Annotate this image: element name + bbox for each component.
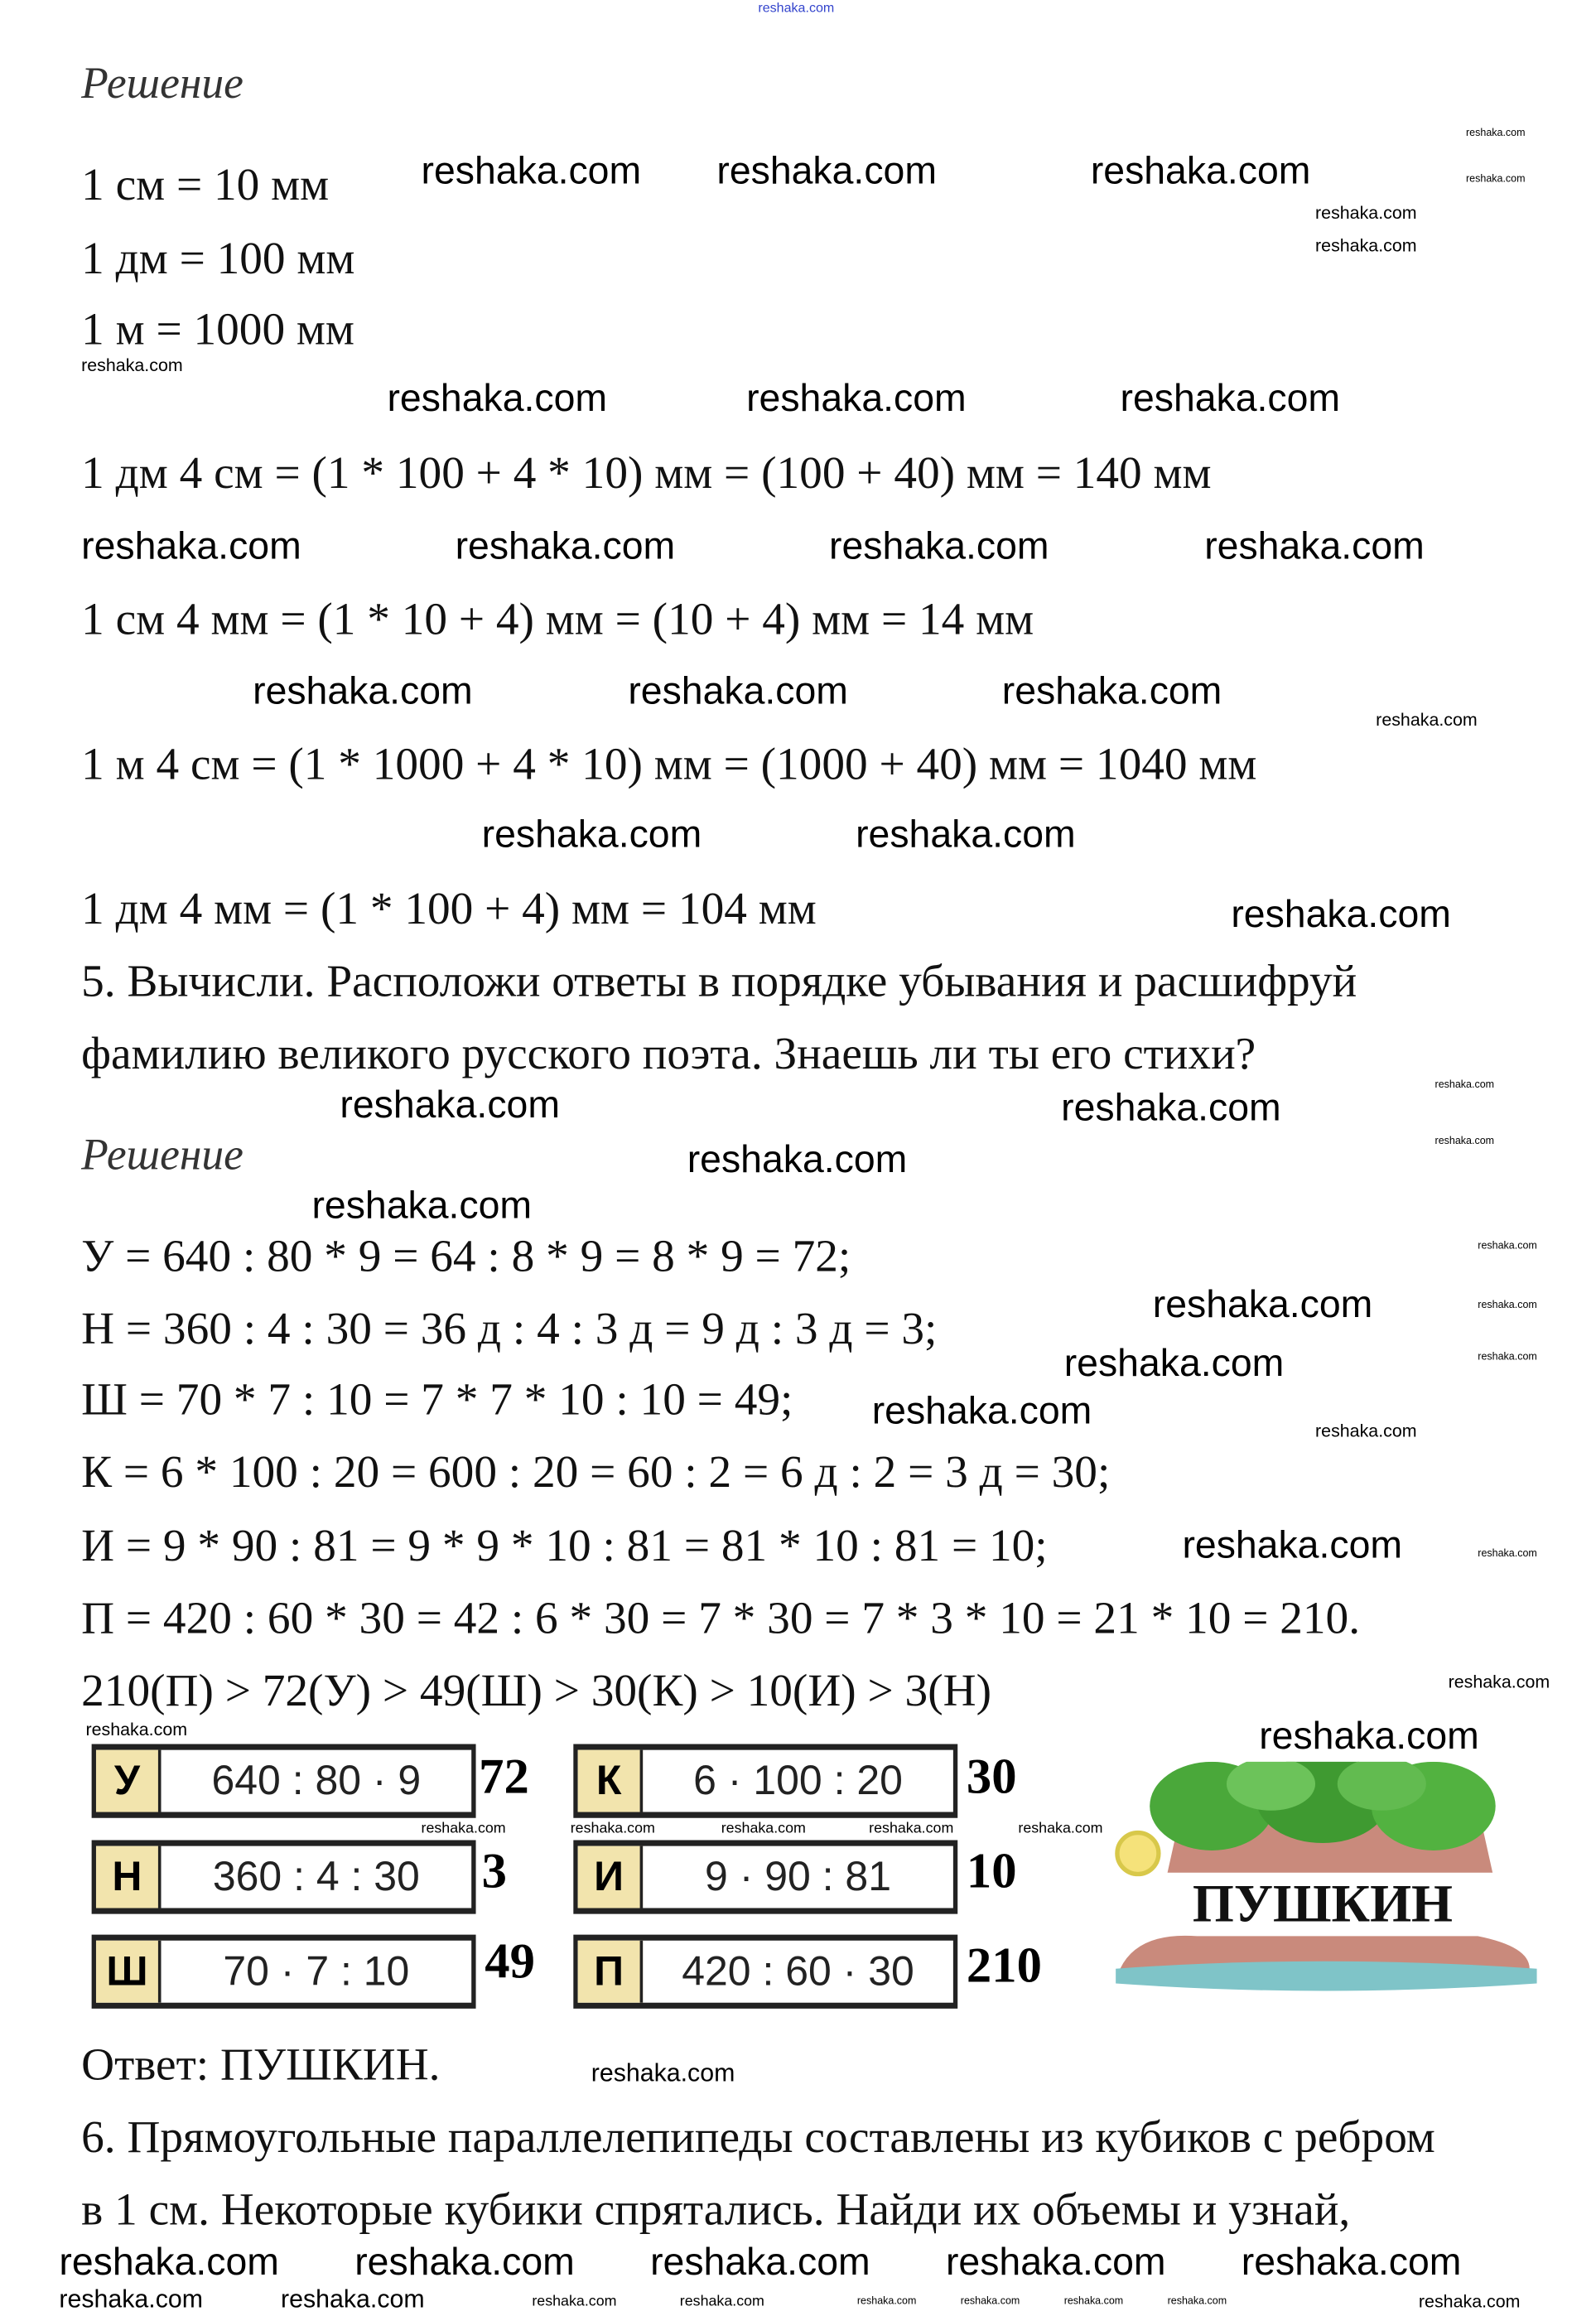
- watermark: reshaka.com: [481, 811, 702, 856]
- header-link[interactable]: reshaka.com: [758, 0, 835, 15]
- text-line: Н = 360 : 4 : 30 = 36 д : 4 : 3 д = 9 д : 3 д = 3;: [81, 1301, 938, 1354]
- card-answer: 30: [966, 1749, 1017, 1805]
- card-expression: 6 · 100 : 20: [693, 1757, 903, 1803]
- watermark: reshaka.com: [1241, 2239, 1462, 2284]
- watermark-small: reshaka.com: [679, 2294, 764, 2310]
- watermark: reshaka.com: [746, 375, 967, 420]
- watermark-tiny: reshaka.com: [1167, 2296, 1227, 2308]
- watermark-tiny: reshaka.com: [1063, 2296, 1124, 2308]
- watermark: reshaka.com: [311, 1182, 533, 1227]
- card-k: [573, 1744, 957, 1817]
- task5-line: фамилию великого русского поэта. Знаешь ли ты его стихи?: [81, 1027, 1256, 1079]
- watermark: reshaka.com: [59, 2239, 279, 2284]
- watermark-tiny: reshaka.com: [1478, 1352, 1537, 1363]
- answer-line: Ответ: ПУШКИН.: [81, 2038, 441, 2091]
- watermark-small: reshaka.com: [721, 1821, 806, 1837]
- order-line: 210(П) > 72(У) > 49(Ш) > 30(К) > 10(И) > 3(Н): [81, 1664, 992, 1716]
- picture-word: ПУШКИН: [1192, 1874, 1453, 1933]
- watermark: reshaka.com: [354, 2239, 575, 2284]
- text-line: Ш = 70 * 7 : 10 = 7 * 7 * 10 : 10 = 49;: [81, 1373, 793, 1426]
- text-line: И = 9 * 90 : 81 = 9 * 9 * 10 : 81 = 81 * 10 : 81 = 10;: [81, 1519, 1048, 1571]
- task6-line: 6. Прямоугольные параллелепипеды составлены из кубиков с ребром: [81, 2110, 1435, 2163]
- watermark-tiny: reshaka.com: [1478, 1241, 1537, 1252]
- watermark: reshaka.com: [455, 523, 676, 568]
- card-answer: 210: [966, 1939, 1042, 1995]
- watermark-tiny: reshaka.com: [1434, 1136, 1495, 1147]
- watermark: reshaka.com: [1090, 147, 1311, 192]
- task5-line: 5. Вычисли. Расположи ответы в порядке убывания и расшифруй: [81, 954, 1357, 1007]
- watermark-small: reshaka.com: [532, 2294, 617, 2310]
- watermark: reshaka.com: [1231, 890, 1451, 936]
- watermark-small: reshaka.com: [1315, 1420, 1417, 1441]
- watermark-small: reshaka.com: [1018, 1821, 1103, 1837]
- card-expression: 360 : 4 : 30: [212, 1853, 420, 1899]
- watermark: reshaka.com: [81, 523, 301, 568]
- card-n: [92, 1840, 476, 1913]
- watermark: reshaka.com: [1259, 1713, 1479, 1758]
- watermark: reshaka.com: [340, 1082, 560, 1127]
- text-line: 1 см = 10 мм: [81, 157, 330, 210]
- card-letter: У: [96, 1750, 162, 1812]
- watermark: reshaka.com: [650, 2239, 870, 2284]
- watermark-medium: reshaka.com: [591, 2058, 735, 2087]
- watermark: reshaka.com: [1061, 1084, 1281, 1130]
- watermark-tiny: reshaka.com: [1434, 1080, 1495, 1091]
- watermark-small: reshaka.com: [1448, 1672, 1550, 1693]
- card-letter: Ш: [96, 1941, 162, 2003]
- watermark-medium: reshaka.com: [59, 2285, 204, 2314]
- watermark-small: reshaka.com: [81, 355, 183, 376]
- watermark-tiny: reshaka.com: [1478, 1548, 1537, 1560]
- card-answer: 72: [479, 1749, 529, 1805]
- card-u: [92, 1744, 476, 1817]
- watermark: reshaka.com: [856, 811, 1076, 856]
- card-p: [573, 1935, 957, 2009]
- task6-line: в 1 см. Некоторые кубики спрятались. Найди их объемы и узнай,: [81, 2183, 1351, 2235]
- watermark: reshaka.com: [1001, 668, 1222, 713]
- watermark: reshaka.com: [1204, 523, 1425, 568]
- card-expression: 640 : 80 · 9: [211, 1757, 422, 1803]
- watermark: reshaka.com: [687, 1136, 908, 1181]
- card-expression: 9 · 90 : 81: [705, 1853, 892, 1899]
- watermark-small: reshaka.com: [869, 1821, 954, 1837]
- watermark: reshaka.com: [1152, 1281, 1373, 1326]
- watermark: reshaka.com: [1120, 375, 1341, 420]
- watermark: reshaka.com: [716, 147, 937, 192]
- watermark: reshaka.com: [253, 668, 473, 713]
- text-line: 1 см 4 мм = (1 * 10 + 4) мм = (10 + 4) мм = 14 мм: [81, 592, 1034, 644]
- watermark-small: reshaka.com: [1376, 709, 1478, 731]
- watermark-small: reshaka.com: [1315, 234, 1417, 256]
- card-letter: К: [578, 1750, 644, 1812]
- text-line: К = 6 * 100 : 20 = 600 : 20 = 60 : 2 = 6 д : 2 = 3 д = 30;: [81, 1445, 1111, 1498]
- watermark: reshaka.com: [628, 668, 848, 713]
- watermark-tiny: reshaka.com: [1466, 128, 1526, 139]
- card-sh: [92, 1935, 476, 2009]
- pushkin-illustration: [1108, 1762, 1536, 2020]
- card-expression: 70 · 7 : 10: [223, 1947, 410, 1995]
- watermark-small: reshaka.com: [85, 1719, 188, 1740]
- watermark-medium: reshaka.com: [281, 2285, 425, 2314]
- watermark-small: reshaka.com: [1418, 2290, 1521, 2312]
- watermark-small: reshaka.com: [1315, 202, 1417, 224]
- watermark: reshaka.com: [828, 523, 1049, 568]
- solution-heading: Решение: [81, 59, 243, 109]
- card-answer: 49: [485, 1934, 535, 1990]
- watermark: reshaka.com: [1063, 1340, 1285, 1385]
- text-line: У = 640 : 80 * 9 = 64 : 8 * 9 = 8 * 9 = 72;: [81, 1229, 851, 1281]
- card-answer: 3: [481, 1844, 508, 1899]
- watermark: reshaka.com: [387, 375, 608, 420]
- card-letter: П: [578, 1941, 644, 2003]
- watermark: reshaka.com: [1182, 1522, 1403, 1567]
- watermark-tiny: reshaka.com: [1466, 174, 1526, 186]
- watermark-tiny: reshaka.com: [856, 2296, 917, 2308]
- text-line: 1 дм 4 см = (1 * 100 + 4 * 10) мм = (100 + 40) мм = 140 мм: [81, 446, 1212, 499]
- card-letter: Н: [96, 1846, 162, 1908]
- card-answer: 10: [966, 1844, 1017, 1899]
- watermark-small: reshaka.com: [570, 1821, 655, 1837]
- tree-island-icon: [1108, 1762, 1536, 2020]
- watermark: reshaka.com: [871, 1387, 1092, 1432]
- text-line: П = 420 : 60 * 30 = 42 : 6 * 30 = 7 * 30 = 7 * 3 * 10 = 21 * 10 = 210.: [81, 1591, 1361, 1644]
- text-line: 1 дм = 100 мм: [81, 232, 355, 284]
- solution-heading-2: Решение: [81, 1130, 243, 1180]
- text-line: 1 м = 1000 мм: [81, 302, 354, 355]
- text-line: 1 м 4 см = (1 * 1000 + 4 * 10) мм = (1000 + 40) мм = 1040 мм: [81, 737, 1257, 789]
- watermark-tiny: reshaka.com: [960, 2296, 1020, 2308]
- watermark: reshaka.com: [421, 147, 642, 192]
- card-letter: И: [578, 1846, 644, 1908]
- card-i: [573, 1840, 957, 1913]
- watermark-tiny: reshaka.com: [1478, 1300, 1537, 1311]
- card-expression: 420 : 60 · 30: [682, 1947, 914, 1995]
- watermark: reshaka.com: [945, 2239, 1166, 2284]
- watermark-small: reshaka.com: [421, 1821, 506, 1837]
- text-line: 1 дм 4 мм = (1 * 100 + 4) мм = 104 мм: [81, 882, 817, 934]
